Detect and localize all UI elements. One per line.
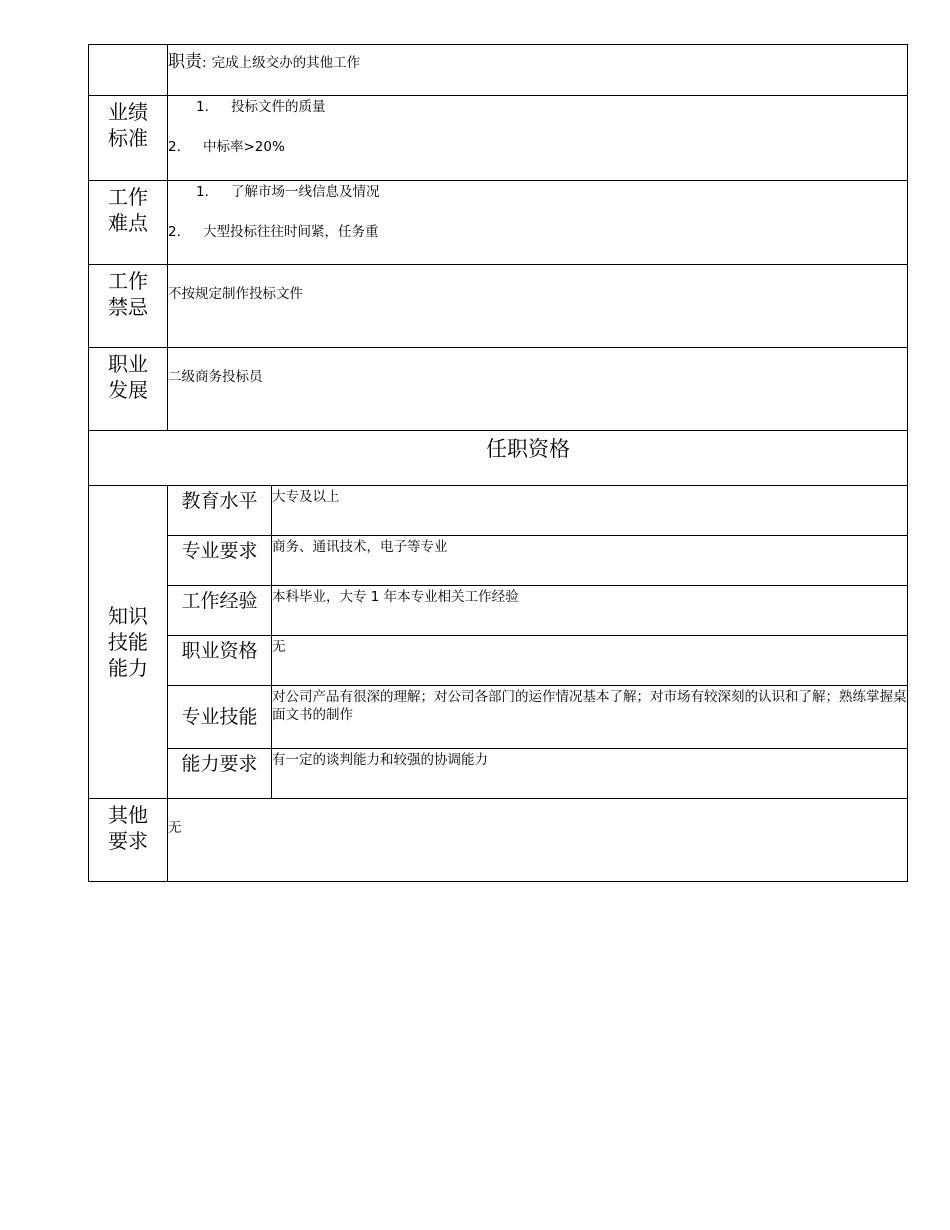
knowledge-row	[89, 686, 908, 749]
duty-row	[89, 45, 908, 96]
career-row	[89, 348, 908, 431]
difficulty-item: 2. 大型投标往往时间紧，任务重	[168, 224, 379, 240]
qualification-heading: 任职资格	[89, 431, 908, 486]
performance-row	[89, 96, 908, 181]
certification-label: 职业资格	[168, 636, 272, 686]
career-label: 职业 发展	[89, 348, 168, 431]
skills-value: 对公司产品有很深的理解；对公司各部门的运作情况基本了解；对市场有较深刻的认识和了解；熟练掌握桌面文书的制作	[272, 686, 908, 749]
taboo-row	[89, 265, 908, 348]
duty-label-empty	[89, 45, 168, 96]
knowledge-row	[89, 536, 908, 586]
ability-value: 有一定的谈判能力和较强的协调能力	[272, 749, 908, 799]
major-label: 专业要求	[168, 536, 272, 586]
difficulty-row	[89, 181, 908, 265]
career-text: 二级商务投标员	[168, 369, 263, 385]
other-row	[89, 799, 908, 882]
knowledge-row	[89, 486, 908, 536]
taboo-cell	[168, 265, 908, 348]
knowledge-row	[89, 636, 908, 686]
other-cell	[168, 799, 908, 882]
other-label: 其他 要求	[89, 799, 168, 882]
career-cell	[168, 348, 908, 431]
skills-label: 专业技能	[168, 686, 272, 749]
knowledge-row	[89, 749, 908, 799]
duty-cell	[168, 45, 908, 96]
job-description-table	[88, 44, 908, 882]
experience-value: 本科毕业，大专 1 年本专业相关工作经验	[272, 586, 908, 636]
performance-item: 1. 投标文件的质量	[196, 99, 326, 115]
education-value: 大专及以上	[272, 486, 908, 536]
taboo-label: 工作 禁忌	[89, 265, 168, 348]
knowledge-label: 知识 技能 能力	[89, 486, 168, 799]
performance-cell	[168, 96, 908, 181]
qualification-heading-row	[89, 431, 908, 486]
duty-text: 完成上级交办的其他工作	[211, 55, 361, 71]
performance-item: 2. 中标率>20%	[168, 139, 285, 155]
knowledge-row	[89, 586, 908, 636]
duty-label: 职责	[168, 52, 202, 72]
duty-separator: :	[202, 55, 207, 71]
taboo-text: 不按规定制作投标文件	[168, 286, 303, 302]
certification-value: 无	[272, 636, 908, 686]
performance-label: 业绩 标准	[89, 96, 168, 181]
difficulty-item: 1. 了解市场一线信息及情况	[196, 184, 380, 200]
ability-label: 能力要求	[168, 749, 272, 799]
education-label: 教育水平	[168, 486, 272, 536]
difficulty-cell	[168, 181, 908, 265]
experience-label: 工作经验	[168, 586, 272, 636]
major-value: 商务、通讯技术，电子等专业	[272, 536, 908, 586]
difficulty-label: 工作 难点	[89, 181, 168, 265]
other-text: 无	[168, 820, 182, 836]
